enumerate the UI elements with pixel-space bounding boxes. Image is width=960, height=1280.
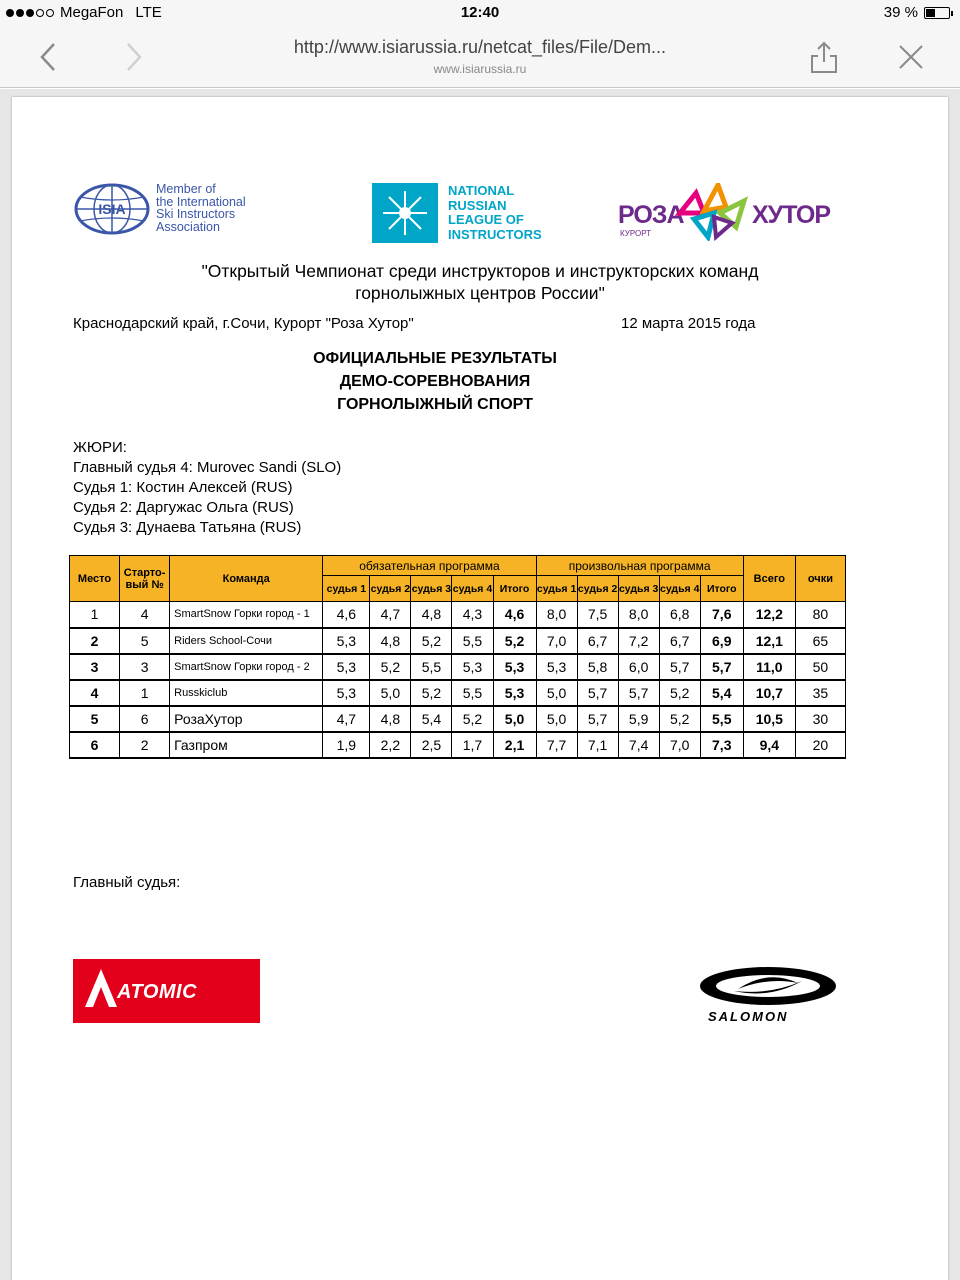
cell-req-score: 2,5 — [411, 732, 452, 758]
cell-free-score: 6,7 — [659, 628, 700, 654]
salomon-text: SALOMON — [708, 1009, 789, 1024]
share-button[interactable] — [808, 40, 840, 74]
cell-free-score: 5,8 — [577, 654, 618, 680]
event-place: Краснодарский край, г.Сочи, Курорт "Роза Хутор" — [73, 315, 414, 332]
network-type: LTE — [135, 4, 162, 21]
cell-start-number: 6 — [120, 706, 170, 732]
cell-req-score: 4,7 — [370, 602, 411, 628]
roza-subtitle: КУРОРТ — [620, 229, 652, 238]
battery-icon — [924, 7, 950, 19]
snowflake-icon — [372, 183, 438, 243]
cell-start-number: 3 — [120, 654, 170, 680]
col-req-total: Итого — [493, 576, 536, 602]
cell-free-score: 7,1 — [577, 732, 618, 758]
close-button[interactable] — [896, 42, 926, 72]
cell-req-total: 5,3 — [493, 654, 536, 680]
cell-points: 30 — [795, 706, 845, 732]
cell-req-score: 4,7 — [323, 706, 370, 732]
cell-req-score: 5,0 — [370, 680, 411, 706]
table-row — [70, 706, 846, 732]
cell-points: 50 — [795, 654, 845, 680]
cell-free-score: 7,5 — [577, 602, 618, 628]
cell-req-score: 1,9 — [323, 732, 370, 758]
cell-req-score: 4,8 — [411, 602, 452, 628]
cell-place: 3 — [70, 654, 120, 680]
nrli-caption: NATIONAL RUSSIAN LEAGUE OF INSTRUCTORS — [448, 183, 542, 242]
cell-req-total: 5,2 — [493, 628, 536, 654]
cell-points: 80 — [795, 602, 845, 628]
close-icon — [896, 42, 926, 72]
col-start-number: Старто-вый № — [120, 556, 170, 602]
cell-points: 65 — [795, 628, 845, 654]
cell-req-total: 5,0 — [493, 706, 536, 732]
cell-total: 12,1 — [743, 628, 795, 654]
cell-req-score: 5,5 — [452, 628, 493, 654]
cell-free-score: 5,7 — [577, 680, 618, 706]
document-title: "Открытый Чемпионат среди инструкторов и инструкторских команд горнолыжных центров России" — [201, 261, 759, 303]
col-place: Место — [70, 556, 120, 602]
col-free-total: Итого — [700, 576, 743, 602]
cell-total: 10,7 — [743, 680, 795, 706]
jury-line: Судья 2: Даргужас Ольга (RUS) — [73, 499, 294, 516]
table-row — [70, 732, 846, 758]
cell-free-score: 5,0 — [536, 706, 577, 732]
cell-team: РозаХутор — [170, 706, 323, 732]
mountain-icon — [81, 959, 121, 1023]
cell-req-score: 4,8 — [370, 706, 411, 732]
flower-icon — [674, 183, 750, 241]
cell-req-score: 5,2 — [411, 680, 452, 706]
col-req-judge-1: судья 1 — [323, 576, 370, 602]
cell-place: 6 — [70, 732, 120, 758]
cell-free-score: 5,0 — [536, 680, 577, 706]
table-row — [70, 602, 846, 628]
cell-team: Газпром — [170, 732, 323, 758]
cell-start-number: 2 — [120, 732, 170, 758]
col-req-judge-2: судья 2 — [370, 576, 411, 602]
cell-start-number: 5 — [120, 628, 170, 654]
col-free-judge-1: судья 1 — [536, 576, 577, 602]
cell-team: Riders School-Сочи — [170, 628, 323, 654]
battery-percent: 39 % — [883, 4, 918, 21]
cell-req-score: 5,2 — [370, 654, 411, 680]
cell-place: 5 — [70, 706, 120, 732]
cell-free-score: 6,0 — [618, 654, 659, 680]
cell-place: 4 — [70, 680, 120, 706]
atomic-logo — [73, 959, 260, 1023]
results-table — [69, 555, 846, 759]
battery-fill — [926, 9, 935, 17]
cell-start-number: 1 — [120, 680, 170, 706]
cell-total: 10,5 — [743, 706, 795, 732]
cell-req-score: 5,3 — [452, 654, 493, 680]
svg-text:ISIA: ISIA — [98, 201, 126, 217]
cell-req-score: 5,2 — [452, 706, 493, 732]
isia-caption: Member of the International Ski Instructors Association — [156, 182, 246, 234]
cell-free-score: 5,3 — [536, 654, 577, 680]
cell-place: 1 — [70, 602, 120, 628]
cell-free-score: 7,2 — [618, 628, 659, 654]
cell-free-score: 5,7 — [618, 680, 659, 706]
jury-line: Судья 3: Дунаева Татьяна (RUS) — [73, 519, 302, 536]
col-free-judge-4: судья 4 — [659, 576, 700, 602]
share-icon — [808, 40, 840, 74]
col-free-judge-2: судья 2 — [577, 576, 618, 602]
cell-req-score: 5,2 — [411, 628, 452, 654]
cell-req-score: 2,2 — [370, 732, 411, 758]
roza-right-text: ХУТОР — [752, 201, 830, 229]
cell-total: 11,0 — [743, 654, 795, 680]
cell-req-score: 5,4 — [411, 706, 452, 732]
cell-req-score: 5,5 — [411, 654, 452, 680]
isia-logo — [74, 183, 274, 239]
cell-req-score: 1,7 — [452, 732, 493, 758]
status-right — [884, 4, 950, 21]
group-free-program: произвольная программа — [536, 556, 743, 576]
atomic-text: ATOMIC — [117, 981, 198, 1003]
cell-free-score: 6,7 — [577, 628, 618, 654]
cell-free-total: 5,7 — [700, 654, 743, 680]
table-row — [70, 654, 846, 680]
cell-free-score: 7,0 — [659, 732, 700, 758]
results-heading: ОФИЦИАЛЬНЫЕ РЕЗУЛЬТАТЫ ДЕМО-СОРЕВНОВАНИЯ ГОРНОЛЫЖНЫЙ СПОРТ — [313, 350, 557, 413]
cell-req-score: 4,8 — [370, 628, 411, 654]
jury-list — [73, 438, 341, 538]
col-free-judge-3: судья 3 — [618, 576, 659, 602]
cell-free-score: 7,7 — [536, 732, 577, 758]
cell-free-score: 5,2 — [659, 680, 700, 706]
col-req-judge-4: судья 4 — [452, 576, 493, 602]
col-points: очки — [795, 556, 845, 602]
cell-place: 2 — [70, 628, 120, 654]
group-required-program: обязательная программа — [323, 556, 536, 576]
cell-total: 12,2 — [743, 602, 795, 628]
document-viewer[interactable] — [0, 89, 960, 1280]
cell-free-total: 7,3 — [700, 732, 743, 758]
cell-free-total: 7,6 — [700, 602, 743, 628]
url-field[interactable]: http://www.isiarussia.ru/netcat_files/File/Dem... — [293, 37, 667, 57]
jury-line: Главный судья 4: Murovec Sandi (SLO) — [73, 459, 342, 476]
cell-req-total: 4,6 — [493, 602, 536, 628]
col-team: Команда — [170, 556, 323, 602]
event-date: 12 марта 2015 года — [621, 315, 756, 332]
cell-free-score: 6,8 — [659, 602, 700, 628]
browser-toolbar — [0, 28, 960, 88]
cell-free-score: 8,0 — [618, 602, 659, 628]
cell-start-number: 4 — [120, 602, 170, 628]
cell-req-score: 4,6 — [323, 602, 370, 628]
salomon-emblem-icon — [698, 965, 838, 1007]
col-total: Всего — [743, 556, 795, 602]
cell-free-score: 5,7 — [577, 706, 618, 732]
url-domain: www.isiarussia.ru — [433, 62, 527, 76]
nrli-logo — [372, 183, 572, 245]
cell-req-score: 5,5 — [452, 680, 493, 706]
cell-req-score: 5,3 — [323, 680, 370, 706]
status-time: 12:40 — [460, 4, 500, 21]
cell-free-total: 5,5 — [700, 706, 743, 732]
cell-free-score: 5,9 — [618, 706, 659, 732]
cell-total: 9,4 — [743, 732, 795, 758]
jury-line: ЖЮРИ: — [73, 439, 127, 456]
cell-req-total: 2,1 — [493, 732, 536, 758]
table-row — [70, 628, 846, 654]
cell-team: SmartSnow Горки город - 2 — [170, 654, 323, 680]
col-req-judge-3: судья 3 — [411, 576, 452, 602]
globe-icon — [74, 183, 150, 235]
cell-free-score: 5,2 — [659, 706, 700, 732]
cell-req-total: 5,3 — [493, 680, 536, 706]
table-row — [70, 680, 846, 706]
cell-free-score: 8,0 — [536, 602, 577, 628]
cell-points: 20 — [795, 732, 845, 758]
cell-free-score: 7,0 — [536, 628, 577, 654]
carrier-name: MegaFon — [60, 4, 124, 21]
cell-req-score: 5,3 — [323, 654, 370, 680]
cell-req-score: 5,3 — [323, 628, 370, 654]
cell-team: Russkiclub — [170, 680, 323, 706]
cell-free-score: 5,7 — [659, 654, 700, 680]
jury-line: Судья 1: Костин Алексей (RUS) — [73, 479, 293, 496]
roza-left-text: РОЗА — [618, 201, 684, 229]
cell-points: 35 — [795, 680, 845, 706]
chief-judge-signature: Главный судья: — [73, 874, 181, 891]
cell-req-score: 4,3 — [452, 602, 493, 628]
cell-free-total: 5,4 — [700, 680, 743, 706]
status-bar — [0, 0, 960, 28]
document-page — [12, 97, 948, 1280]
cell-free-score: 7,4 — [618, 732, 659, 758]
cell-team: SmartSnow Горки город - 1 — [170, 602, 323, 628]
roza-khutor-logo — [618, 183, 828, 245]
salomon-logo — [698, 965, 838, 1027]
cell-free-total: 6,9 — [700, 628, 743, 654]
